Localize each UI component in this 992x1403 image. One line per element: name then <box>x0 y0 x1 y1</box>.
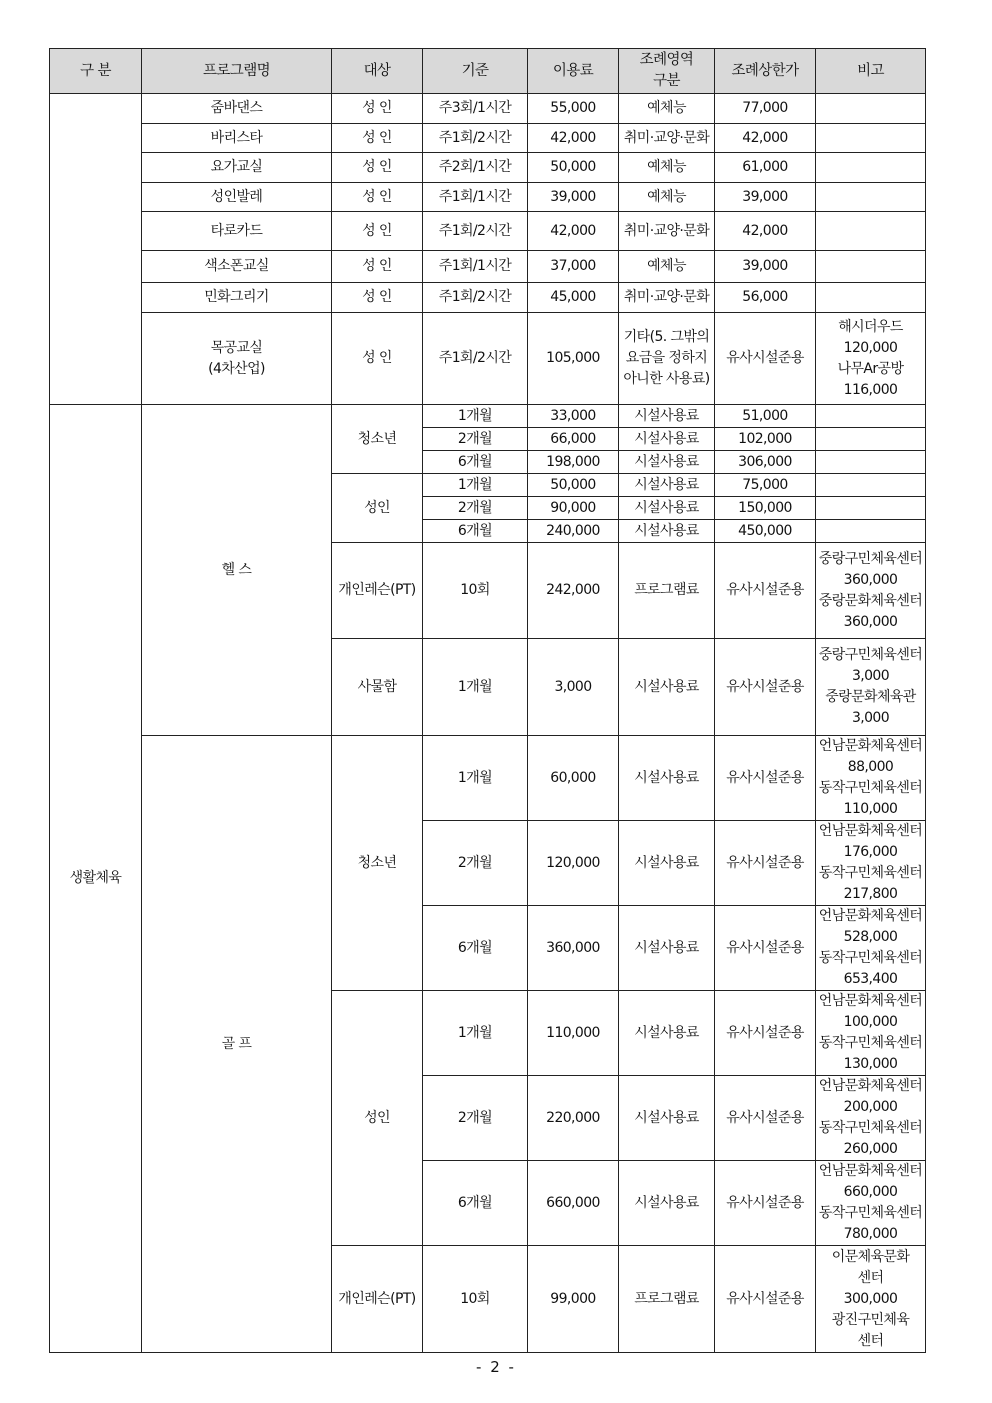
basis-cell: 6개월 <box>423 1161 528 1246</box>
note-cell: 해시더우드 120,000 나무Ar공방 116,000 <box>816 313 926 405</box>
header-row <box>50 49 926 94</box>
limit-cell: 유사시설준용 <box>715 1161 816 1246</box>
basis-cell: 10회 <box>423 543 528 639</box>
note-cell: 이문체육문화 센터 300,000 광진구민체육 센터 <box>816 1246 926 1353</box>
basis-cell: 1개월 <box>423 405 528 428</box>
limit-cell: 유사시설준용 <box>715 543 816 639</box>
table-row <box>50 251 926 283</box>
limit-cell: 유사시설준용 <box>715 313 816 405</box>
area-cell: 취미·교양·문화 <box>619 212 715 251</box>
note-cell <box>816 212 926 251</box>
limit-cell: 유사시설준용 <box>715 906 816 991</box>
area-cell: 기타(5. 그밖의 요금을 정하지 아니한 사용료) <box>619 313 715 405</box>
category-cell: 생활체육 <box>50 405 142 1353</box>
limit-cell: 유사시설준용 <box>715 639 816 736</box>
area-cell: 시설사용료 <box>619 497 715 520</box>
target-cell: 성 인 <box>332 283 423 313</box>
basis-cell: 1개월 <box>423 639 528 736</box>
header-basis: 기준 <box>423 49 528 94</box>
table-row <box>50 283 926 313</box>
program-cell: 성인발레 <box>142 183 332 212</box>
fee-cell: 105,000 <box>528 313 619 405</box>
limit-cell: 유사시설준용 <box>715 821 816 906</box>
note-cell: 언남문화체육센터 660,000 동작구민체육센터 780,000 <box>816 1161 926 1246</box>
basis-cell: 10회 <box>423 1246 528 1353</box>
target-cell: 성 인 <box>332 251 423 283</box>
note-cell: 언남문화체육센터 200,000 동작구민체육센터 260,000 <box>816 1076 926 1161</box>
note-cell: 언남문화체육센터 88,000 동작구민체육센터 110,000 <box>816 736 926 821</box>
area-cell: 시설사용료 <box>619 474 715 497</box>
program-cell: 골 프 <box>142 736 332 1353</box>
target-cell: 사물함 <box>332 639 423 736</box>
target-cell: 성 인 <box>332 124 423 153</box>
basis-cell: 주1회/1시간 <box>423 251 528 283</box>
table-row <box>50 94 926 124</box>
limit-cell: 유사시설준용 <box>715 1246 816 1353</box>
note-cell: 중랑구민체육센터 360,000 중랑문화체육센터 360,000 <box>816 543 926 639</box>
header-target: 대상 <box>332 49 423 94</box>
target-cell: 개인레슨(PT) <box>332 1246 423 1353</box>
fee-cell: 42,000 <box>528 212 619 251</box>
basis-cell: 2개월 <box>423 821 528 906</box>
note-cell: 언남문화체육센터 528,000 동작구민체육센터 653,400 <box>816 906 926 991</box>
basis-cell: 1개월 <box>423 991 528 1076</box>
page-number: - 2 - <box>476 1358 516 1376</box>
note-cell <box>816 153 926 183</box>
fee-cell: 99,000 <box>528 1246 619 1353</box>
basis-cell: 1개월 <box>423 736 528 821</box>
note-cell <box>816 405 926 428</box>
area-cell: 예체능 <box>619 153 715 183</box>
fee-cell: 90,000 <box>528 497 619 520</box>
fee-cell: 50,000 <box>528 153 619 183</box>
limit-cell: 61,000 <box>715 153 816 183</box>
note-cell <box>816 520 926 543</box>
limit-cell: 42,000 <box>715 212 816 251</box>
program-cell: 색소폰교실 <box>142 251 332 283</box>
category-cell <box>50 94 142 405</box>
sports-section <box>50 405 926 1353</box>
note-cell: 언남문화체육센터 176,000 동작구민체육센터 217,800 <box>816 821 926 906</box>
limit-cell: 39,000 <box>715 183 816 212</box>
basis-cell: 6개월 <box>423 906 528 991</box>
fee-cell: 660,000 <box>528 1161 619 1246</box>
fee-cell: 42,000 <box>528 124 619 153</box>
basis-cell: 1개월 <box>423 474 528 497</box>
fee-cell: 110,000 <box>528 991 619 1076</box>
fee-cell: 120,000 <box>528 821 619 906</box>
area-cell: 시설사용료 <box>619 451 715 474</box>
area-cell: 취미·교양·문화 <box>619 283 715 313</box>
fee-cell: 50,000 <box>528 474 619 497</box>
note-cell <box>816 283 926 313</box>
area-cell: 예체능 <box>619 183 715 212</box>
header-category: 구 분 <box>50 49 142 94</box>
area-cell: 시설사용료 <box>619 991 715 1076</box>
target-cell: 청소년 <box>332 736 423 991</box>
basis-cell: 6개월 <box>423 520 528 543</box>
limit-cell: 75,000 <box>715 474 816 497</box>
fee-cell: 45,000 <box>528 283 619 313</box>
basis-cell: 주1회/2시간 <box>423 212 528 251</box>
program-cell: 줌바댄스 <box>142 94 332 124</box>
limit-cell: 150,000 <box>715 497 816 520</box>
note-cell <box>816 474 926 497</box>
note-cell <box>816 124 926 153</box>
table-row <box>50 736 926 821</box>
area-cell: 취미·교양·문화 <box>619 124 715 153</box>
area-cell: 시설사용료 <box>619 520 715 543</box>
program-cell: 바리스타 <box>142 124 332 153</box>
header-fee: 이용료 <box>528 49 619 94</box>
area-cell: 시설사용료 <box>619 906 715 991</box>
note-cell <box>816 94 926 124</box>
limit-cell: 42,000 <box>715 124 816 153</box>
target-cell: 성 인 <box>332 153 423 183</box>
target-cell: 성 인 <box>332 212 423 251</box>
basis-cell: 6개월 <box>423 451 528 474</box>
program-cell: 타로카드 <box>142 212 332 251</box>
area-cell: 시설사용료 <box>619 405 715 428</box>
table-row <box>50 153 926 183</box>
culture-section <box>50 94 926 405</box>
target-cell: 청소년 <box>332 405 423 474</box>
area-cell: 시설사용료 <box>619 1076 715 1161</box>
area-cell: 시설사용료 <box>619 821 715 906</box>
table-row <box>50 183 926 212</box>
fee-cell: 33,000 <box>528 405 619 428</box>
program-cell: 요가교실 <box>142 153 332 183</box>
limit-cell: 306,000 <box>715 451 816 474</box>
fee-table <box>49 48 926 1353</box>
fee-cell: 55,000 <box>528 94 619 124</box>
table-row <box>50 313 926 405</box>
table-row <box>50 405 926 428</box>
note-cell: 언남문화체육센터 100,000 동작구민체육센터 130,000 <box>816 991 926 1076</box>
target-cell: 성 인 <box>332 313 423 405</box>
limit-cell: 450,000 <box>715 520 816 543</box>
target-cell: 성인 <box>332 474 423 543</box>
header-note: 비고 <box>816 49 926 94</box>
area-cell: 시설사용료 <box>619 1161 715 1246</box>
fee-cell: 198,000 <box>528 451 619 474</box>
basis-cell: 2개월 <box>423 497 528 520</box>
basis-cell: 2개월 <box>423 1076 528 1161</box>
fee-cell: 37,000 <box>528 251 619 283</box>
fee-cell: 360,000 <box>528 906 619 991</box>
basis-cell: 주1회/1시간 <box>423 183 528 212</box>
table-row <box>50 212 926 251</box>
basis-cell: 주1회/2시간 <box>423 283 528 313</box>
limit-cell: 51,000 <box>715 405 816 428</box>
fee-cell: 39,000 <box>528 183 619 212</box>
fee-cell: 3,000 <box>528 639 619 736</box>
note-cell: 중랑구민체육센터 3,000 중랑문화체육관 3,000 <box>816 639 926 736</box>
area-cell: 프로그램료 <box>619 1246 715 1353</box>
area-cell: 프로그램료 <box>619 543 715 639</box>
header-area: 조례영역 구분 <box>619 49 715 94</box>
limit-cell: 유사시설준용 <box>715 1076 816 1161</box>
area-cell: 시설사용료 <box>619 736 715 821</box>
target-cell: 성 인 <box>332 183 423 212</box>
area-cell: 시설사용료 <box>619 428 715 451</box>
note-cell <box>816 451 926 474</box>
program-cell: 헬 스 <box>142 405 332 736</box>
table-row <box>50 124 926 153</box>
basis-cell: 주2회/1시간 <box>423 153 528 183</box>
limit-cell: 56,000 <box>715 283 816 313</box>
fee-cell: 242,000 <box>528 543 619 639</box>
limit-cell: 102,000 <box>715 428 816 451</box>
area-cell: 예체능 <box>619 94 715 124</box>
header-program: 프로그램명 <box>142 49 332 94</box>
fee-cell: 240,000 <box>528 520 619 543</box>
basis-cell: 2개월 <box>423 428 528 451</box>
limit-cell: 유사시설준용 <box>715 991 816 1076</box>
limit-cell: 77,000 <box>715 94 816 124</box>
note-cell <box>816 497 926 520</box>
target-cell: 성인 <box>332 991 423 1246</box>
area-cell: 예체능 <box>619 251 715 283</box>
fee-cell: 66,000 <box>528 428 619 451</box>
basis-cell: 주1회/2시간 <box>423 124 528 153</box>
target-cell: 성 인 <box>332 94 423 124</box>
program-cell: 목공교실 (4차산업) <box>142 313 332 405</box>
note-cell <box>816 428 926 451</box>
header-limit: 조례상한가 <box>715 49 816 94</box>
target-cell: 개인레슨(PT) <box>332 543 423 639</box>
limit-cell: 유사시설준용 <box>715 736 816 821</box>
note-cell <box>816 183 926 212</box>
note-cell <box>816 251 926 283</box>
program-cell: 민화그리기 <box>142 283 332 313</box>
fee-cell: 220,000 <box>528 1076 619 1161</box>
limit-cell: 39,000 <box>715 251 816 283</box>
basis-cell: 주1회/2시간 <box>423 313 528 405</box>
area-cell: 시설사용료 <box>619 639 715 736</box>
basis-cell: 주3회/1시간 <box>423 94 528 124</box>
fee-cell: 60,000 <box>528 736 619 821</box>
